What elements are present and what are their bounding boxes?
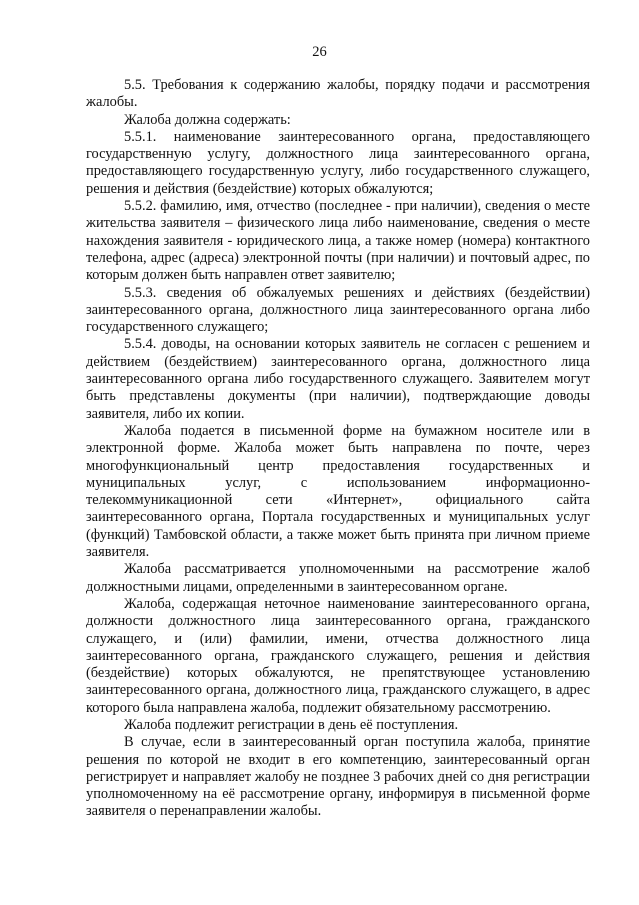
document-body [86, 77, 590, 821]
registration-paragraph: Жалоба подлежит регистрации в день её поступления. [124, 716, 459, 733]
clause-5-5-2: 5.5.2. фамилию, имя, отчество (последнее - при наличии), сведения о месте жительства заявителя – физического лица либо наименование, сведения о месте нахождения заявителя - юридического лица, а также номер (номера) контактного телефона, адрес (адреса) электронной почты (при наличии) и почтовый адрес, по которым должен быть направлен ответ заявителю; [86, 198, 590, 284]
redirection-paragraph: В случае, если в заинтересованный орган поступила жалоба, принятие решения по которой не входит в его компетенцию, заинтересованный орган регистрирует и направляет жалобу не позднее 3 рабочих дней со дня регистрации уполномоченному на её рассмотрение органу, информируя в письменной форме заявителя о перенаправлении жалобы. [86, 734, 590, 820]
complaint-contents-intro: Жалоба должна содержать: [124, 111, 291, 128]
page-number: 26 [312, 44, 327, 60]
section-heading-5-5: 5.5. Требования к содержанию жалобы, порядку подачи и рассмотрения жалобы. [86, 77, 590, 111]
inaccurate-name-paragraph: Жалоба, содержащая неточное наименование заинтересованного органа, должности должностного лица заинтересованного органа, гражданского служащего, и (или) фамилии, имени, отчества должностного лица заинтересованного органа, гражданского служащего, решения и действия (бездействие) которых обжалуются, не препятствующее установлению заинтересованного органа, должностного лица, гражданского служащего, в адрес которого была направлена жалоба, подлежит обязательному рассмотрению. [86, 595, 590, 716]
review-officials-paragraph: Жалоба рассматривается уполномоченными на рассмотрение жалоб должностными лицами, определенными в заинтересованном органе. [86, 561, 590, 595]
clause-5-5-3: 5.5.3. сведения об обжалуемых решениях и действиях (бездействии) заинтересованного органа, должностного лица заинтересованного органа либо государственного служащего; [86, 284, 590, 336]
submission-methods-paragraph: Жалоба подается в письменной форме на бумажном носителе или в электронной форме. Жалоба может быть направлена по почте, через многофункциональный центр предоставления государственных и муниципальных услуг, с использованием информационно-телекоммуникационной сети «Интернет», официального сайта заинтересованного органа, Портала государственных и муниципальных услуг (функций) Тамбовской области, а также может быть принята при личном приеме заявителя. [86, 422, 590, 561]
clause-5-5-4: 5.5.4. доводы, на основании которых заявитель не согласен с решением и действием (бездействием) заинтересованного органа, должностного лица заинтересованного органа либо государственного служащего. Заявителем могут быть представлены документы (при наличии), подтверждающие доводы заявителя, либо их копии. [86, 336, 590, 422]
clause-5-5-1: 5.5.1. наименование заинтересованного органа, предоставляющего государственную услугу, должностного лица заинтересованного органа, предоставляющего государственную услугу, либо государственного служащего, решения и действия (бездействие) которых обжалуются; [86, 128, 590, 197]
